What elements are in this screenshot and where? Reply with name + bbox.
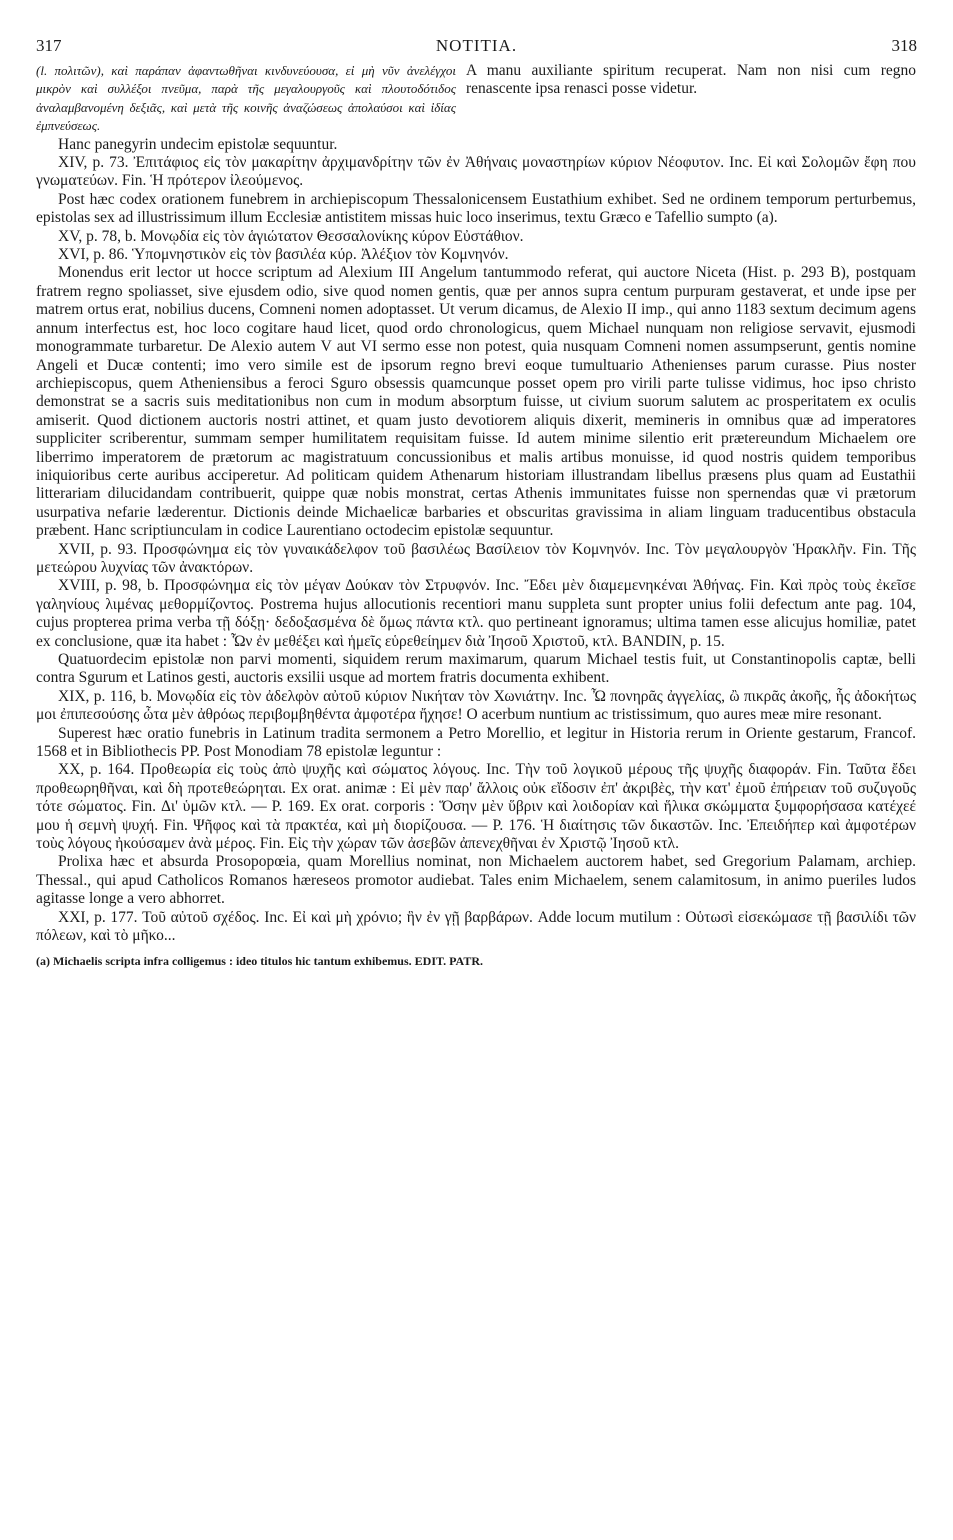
paragraph: Hanc panegyrin undecim epistolæ sequuntur.	[58, 135, 338, 153]
body-text	[36, 62, 916, 970]
paragraph: Quatuordecim epistolæ non parvi momenti, siquidem rerum maximarum, quarum Michael testis fuit, ut Constantinopolis captæ, belli contra Sgurum et Latinos gesti, auctoris exsilii usque ad mortem fratris documenta exhibent.	[36, 651, 916, 687]
entry-xx: XX, p. 164. Προθεωρία εἰς τοὺς ἀπὸ ψυχῆς καὶ σώματος λόγους. Inc. Τὴν τοῦ λογικοῦ μέρους τῆς ψυχῆς διαφοράν. Fin. Ταῦτα ἔδει προθεωρηθῆναι, καὶ δὴ προτεθεώρηται. Ex orat. animæ : Εἰ μὲν παρ' ἄλλοις οὐκ εἴδοσιν ἐπ' ἀκριβὲς, τὴν κατ' ἐμοῦ ἐπήρειαν τοῦ συζυγοῦς τότε σώματος. Fin. Δι' ὑμῶν κτλ. — P. 169. Ex orat. corporis : Ὅσην μὲν ὕβριν καὶ λοιδορίαν καὶ ἥλικα σκώμματα ξυμφορήσασα κατέχεέ μου ἡ σεμνὴ ψυχή. Fin. Ψῆφος καὶ τὰ πρακτέα, καὶ μὴ διορίζουσα. — P. 176. Ἡ διαίτησις τῶν δικαστῶν. Inc. Ἐπειδήπερ καὶ ἀμφοτέρων τοὺς λόγους ἠκούσαμεν ἀνὰ μέρος. Fin. Εἰς τὴν χώραν τῶν ἀσεβῶν ἀπενεχθῆναι ἐν Χριστῷ Ἰησοῦ κτλ.	[36, 761, 916, 853]
entry-xix: XIX, p. 116, b. Μονῳδία εἰς τὸν ἀδελφὸν αὐτοῦ κύριον Νικήταν τὸν Χωνιάτην. Inc. Ὦ πονηρᾶς ἀγγελίας, ὢ πικρᾶς ἀκοῆς, ἧς ἀδοκήτως μοι ἐπιπεσούσης ὦτα μὲν ἀθρόως περιβομβηθέντα ἀμφοτέρα ἤχησε! O acerbum nuntium ac tristissimum, quo aures meæ mire resonant.	[36, 687, 916, 724]
paragraph: Superest hæc oratio funebris in Latinum tradita sermonem a Petro Morellio, et legitur in Historia rerum in Oriente gestarum, Francof. 1568 et in Bibliothecis PP. Post Monodiam 78 epistolæ leguntur :	[36, 724, 916, 761]
two-column-intro	[36, 62, 916, 136]
greek-column: (l. πολιτῶν), καὶ παράπαν ἀφαντωθῆναι κινδυνεύουσα, εἰ μὴ νῦν ἀνελέγχοι μικρὸν καὶ συλλέξοι πνεῦμα, παρὰ τῆς μεγαλουργοῦς καὶ πλουτοδότιδος ἀναλαμβανομένη δεξιᾶς, καὶ μετὰ τῆς κοινῆς ἀναζώσεως ἀπολαύσοι καὶ ἰδίας ἐμπνεύσεως.	[36, 63, 456, 134]
footnote: (a) Michaelis scripta infra colligemus : ideo titulos hic tantum exhibemus. EDIT. PATR.	[36, 953, 483, 968]
entry-xviii: XVIII, p. 98, b. Προσφώνημα εἰς τὸν μέγαν Δούκαν τὸν Στρυφνόν. Inc. Ἔδει μὲν διαμεμενηκέναι Ἀθήνας. Fin. Καὶ πρὸς τοὺς ἐκεῖσε γαληνίους λιμένας μεθορμίζοντος. Postrema hujus allocutionis recentiori manu suppleta sunt propter unius folii defectum ante pag. 104, cujus propterea prima verba τῇ δόξῃ· δεδοξασμένα δὲ ὅμως πάντα κτλ. quo pertineant ignoramus; ultima tamen esse alicujus homiliæ, patet ex conclusione, quæ ita habet : Ὧν ἐν μεθέξει καὶ ἡμεῖς εὑρεθείημεν διὰ Ἰησοῦ Χριστοῦ, κτλ. BANDIN, p. 15.	[36, 577, 916, 650]
paragraph: Monendus erit lector ut hocce scriptum ad Alexium III Angelum tantummodo referat, qui auctore Niceta (Hist. p. 293 B), postquam fratrem regno spoliasset, sive ejusdem odio, sive quod nomen gentis, quæ per annos supra centum purpuram gestaverat, et unde ipse per matrem ortus erat, nobilius ducens, Comneni nomen adoptasset. Ut verum dicamus, de Alexio II imp., qui anno 1183 sextum decimum agens annum interfectus est, hoc loco cogitare haud licet, quod ordo chronologicus, quem Michael nunquam non religiose servavit, ejusmodi monogrammate turbaretur. De Alexio autem V aut VI sermo esse non potest, quia nusquam Comneni nomen assumpserunt, gentis nomine Angeli et Ducæ contenti; imo vero simile est de ipsorum regno brevi eoque tumultuario Athenienses parum curasse. Pius noster archiepiscopus, quem Atheniensibus a feroci Sguro obsessis quamcunque posset opem pro virili parte tulisse vidimus, hoc ipso christo demonstrat se a sacris suis meditationibus non cum in modum absorptum fuisse, ut civium suorum salutem ac prosperitatem ex oculis amiserit. Quod dictionem auctoris nostri attinet, et quam justo devotiorem aliquis dixerit, memineris in omnibus quæ ad imperatores suppliciter scriberentur, summam semper humilitatem requisitam fuisse. Id autem minime silentio erit prætereundum Michaelem ore liberrimo imperatorem de prætorum ac magistratuum concussionibus et malis artibus monuisse, id quod nostris quidem temporibus iniquioribus certe auribus acciperetur. Ad politicam quidem Athenarum historiam illustrandam libellus præsens plus quam ad Eustathii litterariam dilucidandam contribuerit, quippe quæ nobis monstrat, certas Athenis immunitates fuisse non spernendas quæ vi prætorum usurpativa nefarie læderentur. Dictionis deinde Michaelicæ barbaries et obscuritas gravissima in aliam linguam traducentibus obstacula præbent. Hanc scriptiunculam in codice Laurentiano octodecim epistolæ sequuntur.	[36, 264, 916, 540]
entry-xvii: XVII, p. 93. Προσφώνημα εἰς τὸν γυναικάδελφον τοῦ βασιλέως Βασίλειον τὸν Κομνηνόν. Inc. Τὸν μεγαλουργὸν Ἡρακλῆν. Fin. Τῆς μετεώρου λυχνίας τῶν ἀνακτόρων.	[36, 540, 916, 576]
entry-xv: XV, p. 78, b. Μονῳδία εἰς τὸν ἁγιώτατον Θεσσαλονίκης κύρον Εὐστάθιον.	[58, 227, 524, 245]
paragraph: Prolixa hæc et absurda Prosopopœia, quam Morellius nominat, non Michaelem auctorem habet, sed Gregorium Palamam, archiep. Thessal., qui apud Catholicos Romanos hæreseos promotor audiebat. Tales enim Michaelem, senem calamitosum, in animo pueriles ludos agitasse longe a vero abhorret.	[36, 853, 916, 908]
running-title: NOTITIA.	[435, 36, 518, 55]
entry-xvi: XVI, p. 86. Ὑπομνηστικὸν εἰς τὸν βασιλέα κύρ. Ἀλέξιον τὸν Κομνηνόν.	[58, 246, 509, 264]
page-number-right: 318	[891, 36, 917, 55]
paragraph: Post hæc codex orationem funebrem in archiepiscopum Thessalonicensem Eustathium exhibet. Sed ne ordinem temporum perturbemus, epistolas sex ad illustrissimum illum Ecclesiæ antistitem missas huic loco inserimus, textu Græco e Tafellio sumpto (a).	[36, 190, 916, 227]
entry-xxi: XXI, p. 177. Τοῦ αὐτοῦ σχέδος. Inc. Εἰ καὶ μὴ χρόνιο; ἣν ἐν γῇ βαρβάρων. Adde locum mutilum : Οὑτωσὶ εἰσεκώμασε τῇ βασιλίδι τῶν πόλεων, καὶ τὸ μῆκο...	[36, 908, 916, 945]
page-number-left: 317	[36, 36, 62, 55]
page-header	[36, 36, 917, 58]
latin-column: A manu auxiliante spiritum recuperat. Nam non nisi cum regno renascente ipsa renasci posse videtur.	[466, 62, 916, 98]
entry-xiv: XIV, p. 73. Ἐπιτάφιος εἰς τὸν μακαρίτην ἀρχιμανδρίτην τῶν ἐν Ἀθήναις μοναστηρίων κύριον Νέοφυτον. Inc. Εἰ καὶ Σολομῶν ἔφη που γνωματεύων. Fin. Ἡ πρότερον ἰλεούμενος.	[36, 154, 916, 190]
